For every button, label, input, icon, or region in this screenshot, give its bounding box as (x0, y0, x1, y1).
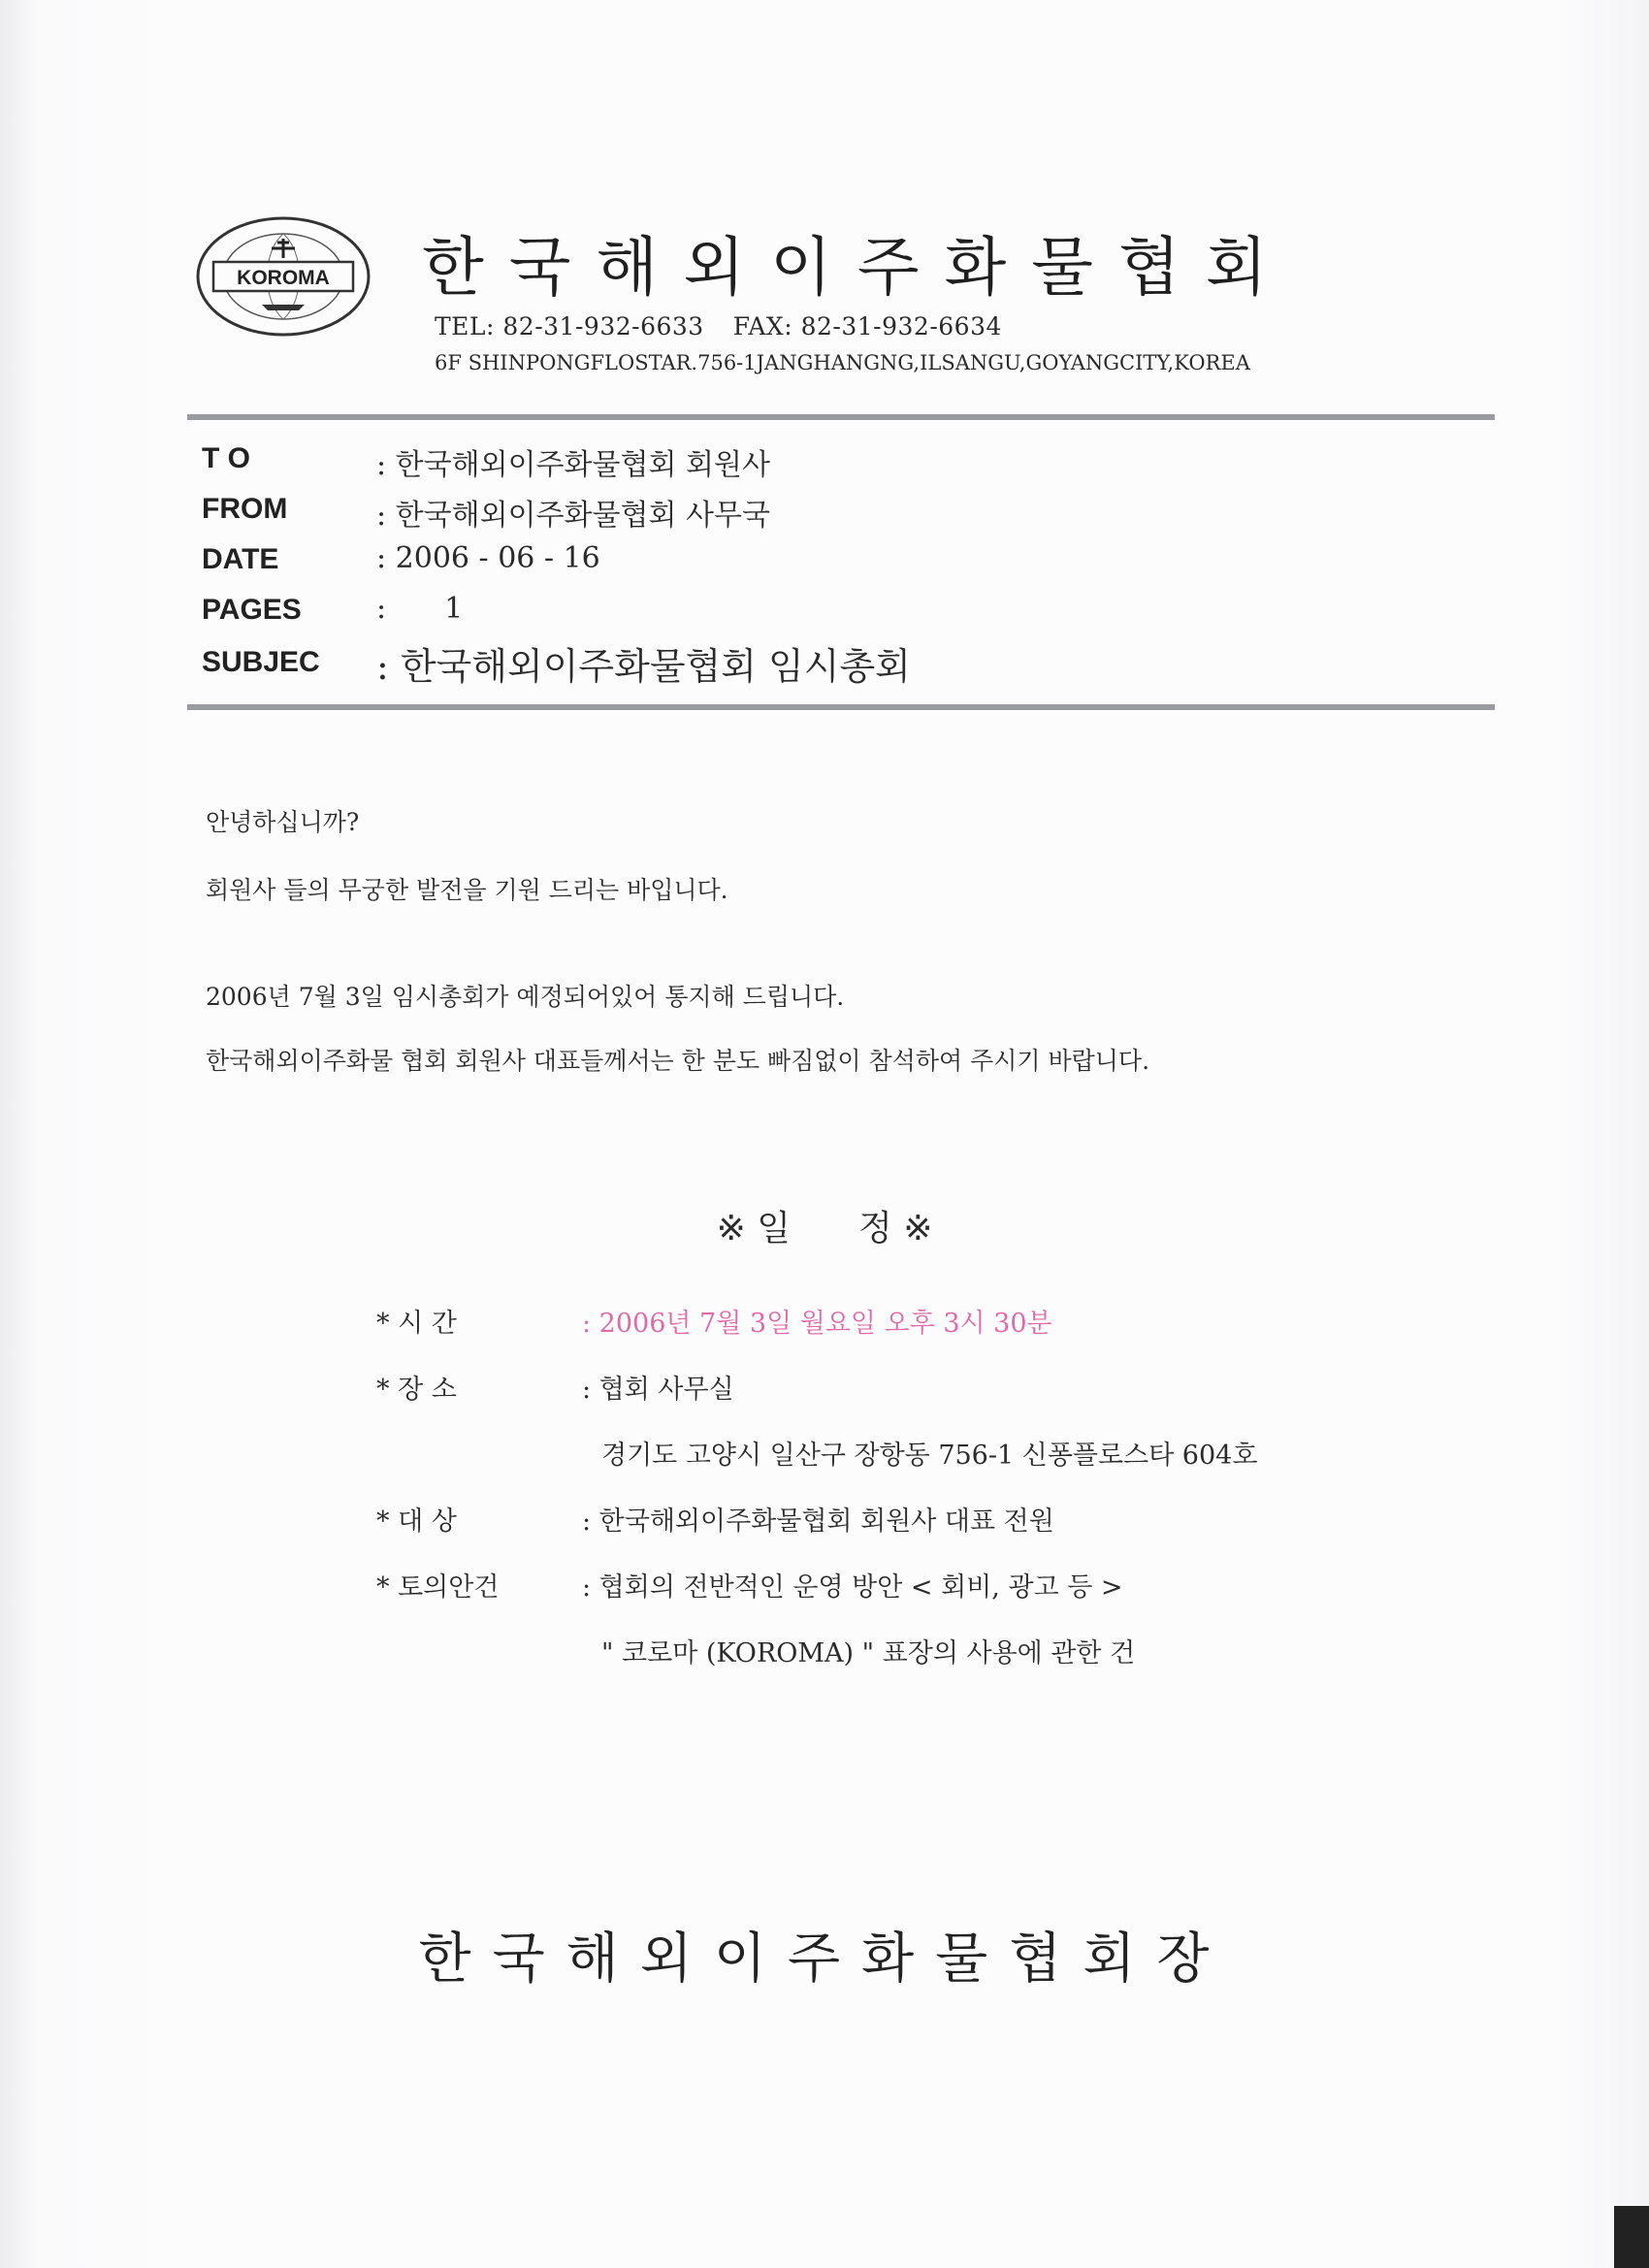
pages-row (202, 586, 1463, 636)
place-address: 경기도 고양시 일산구 장항동 756-1 신퐁플로스타 604호 (601, 1441, 1258, 1471)
place-label: * 장 소 (376, 1375, 457, 1405)
body-line-3: 한국해외이주화물 협회 회원사 대표들께서는 한 분도 빠짐없이 참석하여 주시기 바랍니다. (206, 1047, 1150, 1075)
schedule-agenda-row-2 (376, 1632, 1443, 1698)
from-label: FROM (202, 493, 288, 525)
header-divider-bottom (187, 704, 1495, 710)
org-address: 6F SHINPONGFLOSTAR.756-1JANGHANGNG,ILSANGU,GOYANGCITY,KOREA (435, 351, 1250, 374)
logo-text: KOROMA (237, 267, 330, 289)
time-label: * 시 간 (376, 1309, 457, 1339)
signature-title: 한국해외이주화물협회장 (418, 1928, 1231, 1991)
date-value: : 2006 - 06 - 16 (376, 541, 600, 575)
header-divider-top (187, 414, 1495, 420)
to-row (202, 435, 1463, 485)
agenda-value-1: : 협회의 전반적인 운영 방안 < 회비, 광고 등 > (582, 1572, 1123, 1603)
subject-label: SUBJEC (202, 646, 320, 678)
target-value: : 한국해외이주화물협회 회원사 대표 전원 (582, 1507, 1054, 1537)
to-label: T O (202, 442, 250, 474)
greeting: 안녕하십니까? (206, 808, 360, 836)
schedule-place-address-row (376, 1434, 1443, 1500)
schedule-heading-left: ※ 일 (716, 1209, 791, 1248)
schedule-time-row (376, 1302, 1443, 1368)
tel-number: TEL: 82-31-932-6633 (435, 312, 704, 340)
date-row (202, 535, 1463, 586)
schedule-place-row (376, 1368, 1443, 1434)
pages-label: PAGES (202, 594, 302, 626)
to-value: : 한국해외이주화물협회 회원사 (376, 448, 770, 482)
place-value: : 협회 사무실 (582, 1375, 734, 1405)
time-value: : 2006년 7월 3일 월요일 오후 3시 30분 (582, 1309, 1052, 1339)
body-line-1: 회원사 들의 무궁한 발전을 기원 드리는 바입니다. (206, 876, 728, 904)
from-value: : 한국해외이주화물협회 사무국 (376, 499, 770, 533)
from-row (202, 485, 1463, 535)
schedule-heading-right: 정 ※ (858, 1209, 933, 1248)
subject-value: : 한국해외이주화물협회 임시총회 (376, 645, 911, 688)
subject-row (202, 636, 1463, 687)
date-label: DATE (202, 543, 279, 575)
schedule-list (376, 1302, 1443, 1698)
pages-colon: : (376, 592, 387, 626)
agenda-value-2: " 코로마 (KOROMA) " 표장의 사용에 관한 건 (601, 1638, 1136, 1669)
pages-value: 1 (444, 592, 464, 626)
pages-value-wrap (376, 592, 463, 626)
contact-line (435, 312, 1002, 340)
scan-edge-mark (1614, 2206, 1649, 2268)
schedule-target-row (376, 1500, 1443, 1566)
koroma-logo (194, 213, 373, 340)
schedule-agenda-row (376, 1566, 1443, 1632)
memo-fields (202, 435, 1463, 687)
agenda-label: * 토의안건 (376, 1572, 500, 1603)
target-label: * 대 상 (376, 1507, 457, 1537)
schedule-heading (0, 1201, 1649, 1250)
letterhead (194, 194, 1504, 388)
body-line-2: 2006년 7월 3일 임시총회가 예정되어있어 통지해 드립니다. (206, 983, 845, 1011)
org-name-title: 한국해외이주화물협회 (422, 230, 1293, 305)
fax-number: FAX: 82-31-932-6634 (732, 312, 1002, 340)
